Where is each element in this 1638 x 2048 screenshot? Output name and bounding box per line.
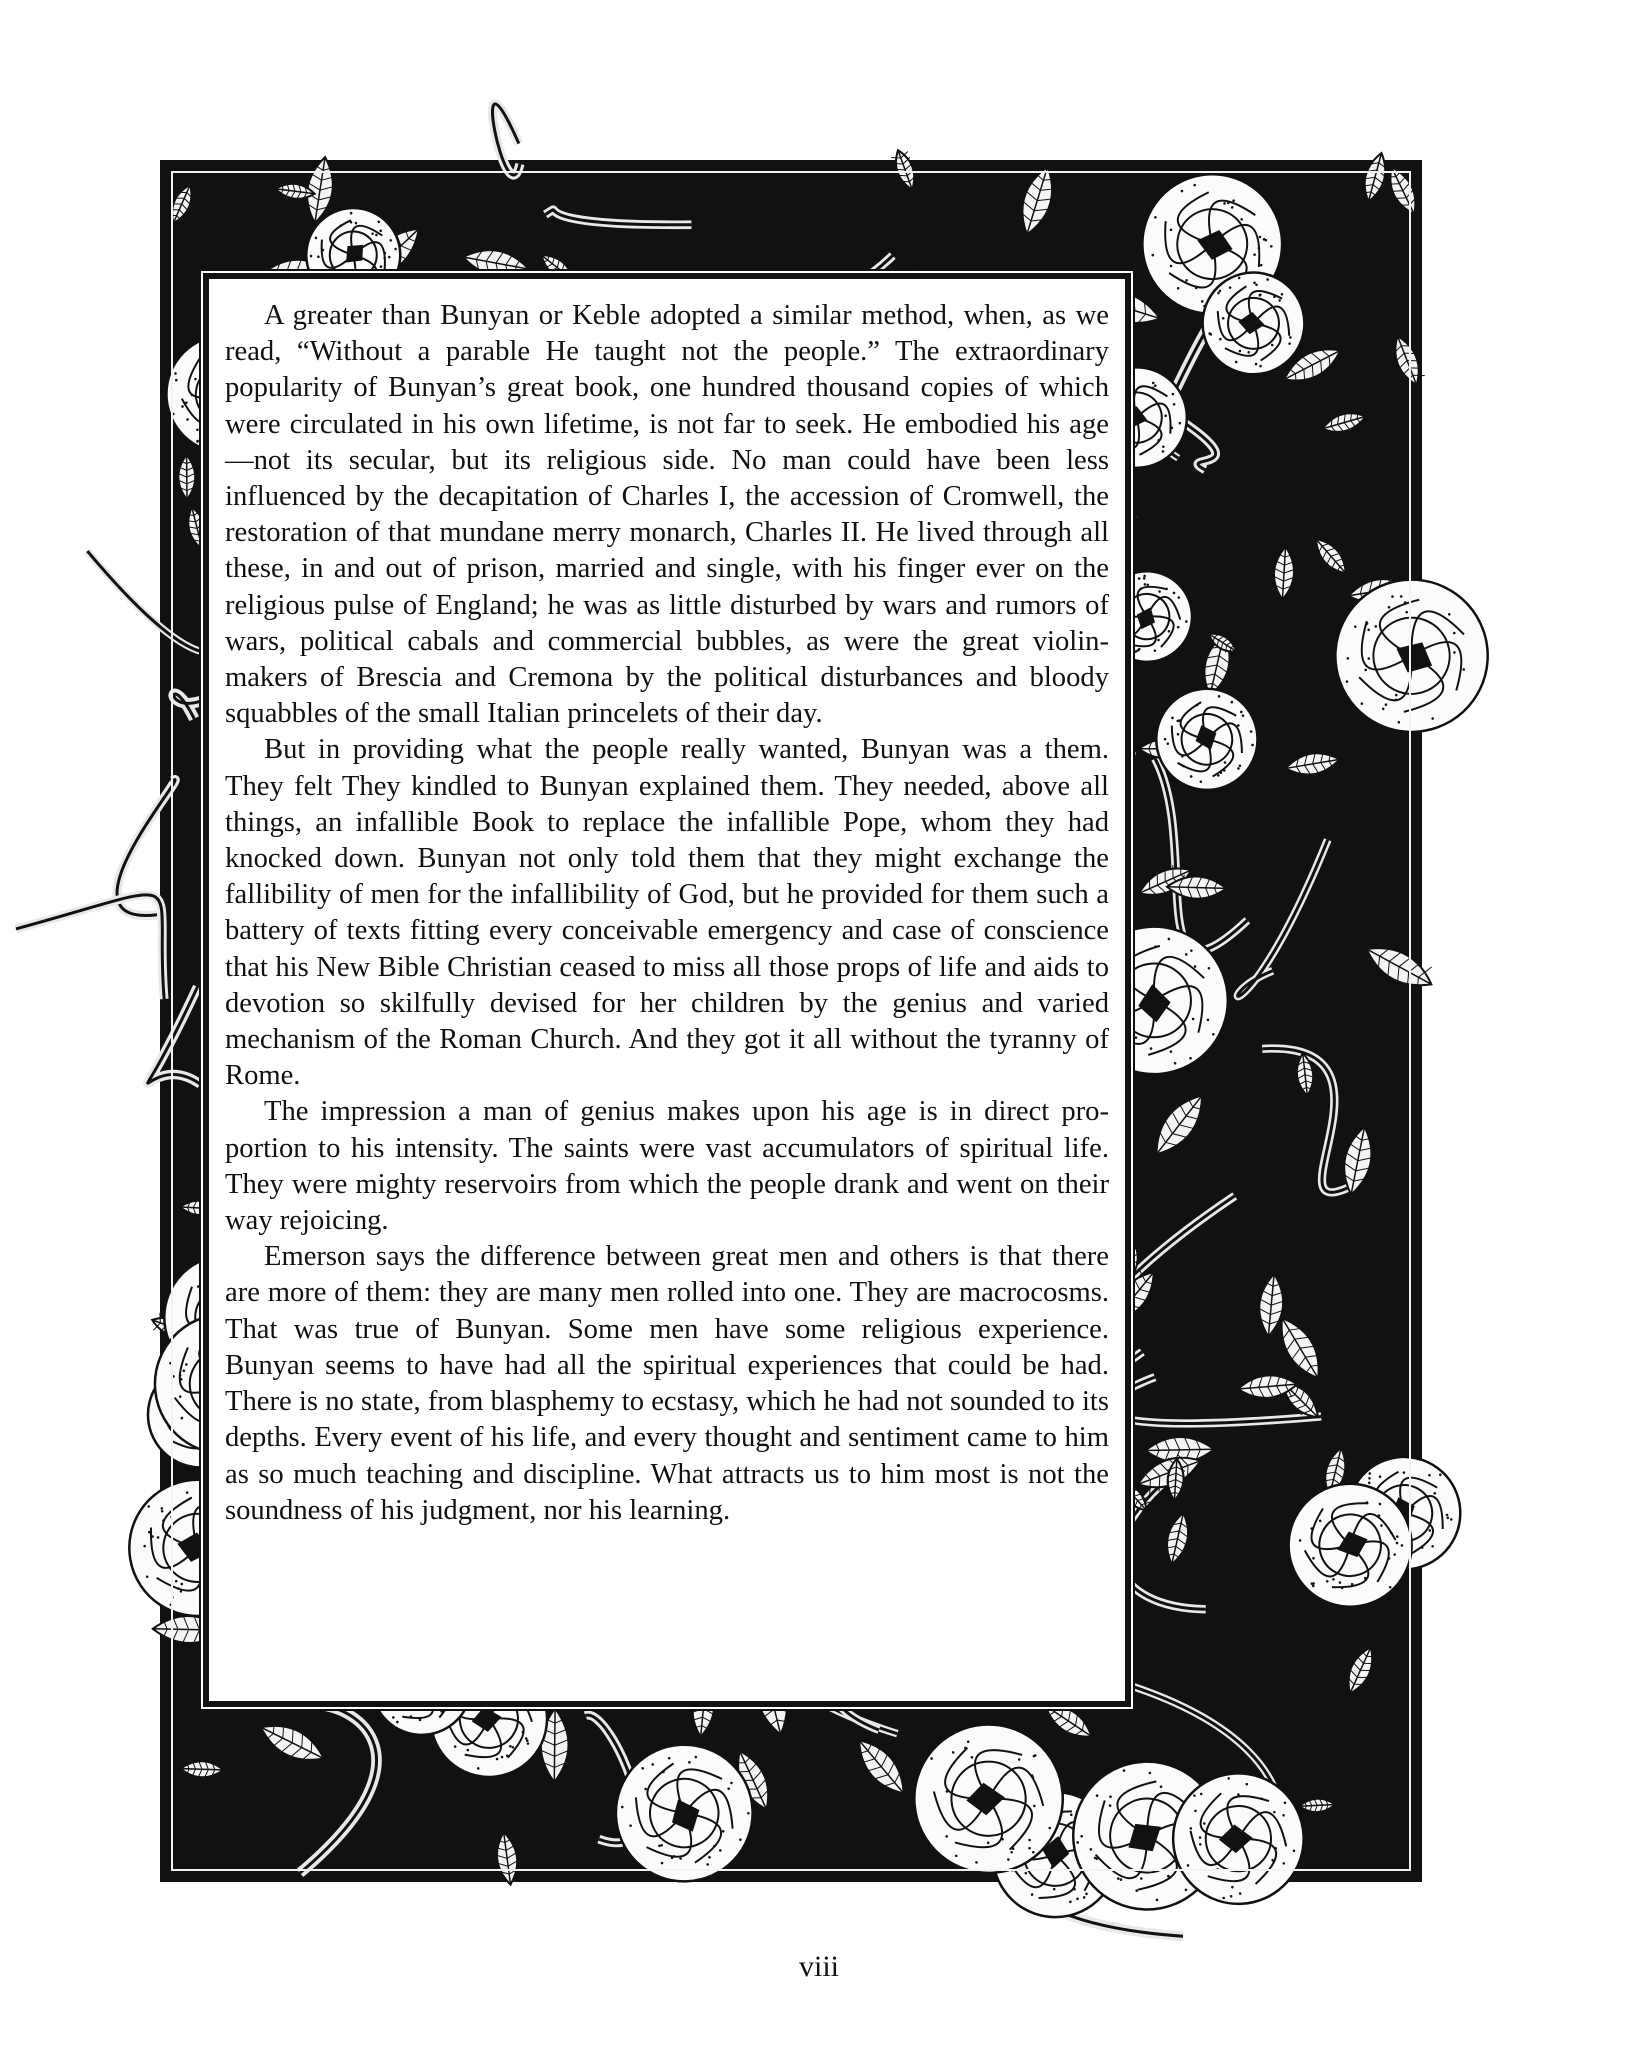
page-number: viii	[798, 1950, 839, 1983]
paragraph-2: But in providing what the people really wanted, Bunyan was a them. They felt They kindled to Bunyan explained them. They needed, above all things, an infallible Book to replace the infallible Pope, whom they had knocked down. Bunyan not only told them that they might exchange the fallibility of men for the infallibility of God, but he provided for them such a battery of texts fitting every conceivable emergency and case of conscience that his New Bible Christian ceased to miss all those props of life and aids to devotion so skilfully devised for her children by the genius and varied mechanism of the Roman Church. And they got it all without the tyranny of Rome.	[225, 734, 1109, 1092]
paragraph-3: The impression a man of genius makes upon his age is in direct proportion to his intensity. The saints were vast accumulators of spiritual life. They were mighty reservoirs from which the people drank and went on their way rejoicing.	[225, 1096, 1109, 1237]
artist-monogram: FR	[1390, 1994, 1416, 2020]
paragraph-1: A greater than Bunyan or Keble adopted a similar method, when, as we read, “Without a parable He taught not the people.” The extraordinary popularity of Bunyan’s great book, one hundred thousand copies of which were circulated in his own lifetime, is not far to seek. He embodied his age—not its secular, but its religious side. No man could have been less influenced by the decapitation of Charles I, the accession of Cromwell, the restoration of that mundane merry monarch, Charles II. He lived through all these, in and out of prison, married and single, with his finger ever on the religious pulse of England; he was as little disturbed by wars and rumors of wars, political cabals and commercial bubbles, as were the great violin-makers of Brescia and Cremona by the political disturbances and bloody squabbles of the small Italian princelets of their day.	[225, 300, 1109, 730]
text-panel	[206, 276, 1128, 1704]
paragraph-4: Emerson says the difference between great men and others is that there are more of them: they are many men rolled into one. They are macrocosms. That was true of Bunyan. Some men have some religious experience. Bunyan seems to have had all the spiritual experiences that could be had. There is no state, from blasphemy to ecstasy, which he had not sounded to its depths. Every event of his life, and every thought and sentiment came to him as so much teaching and discipline. What attracts us to him most is not the soundness of his judgment, nor his learning.	[225, 1241, 1109, 1526]
